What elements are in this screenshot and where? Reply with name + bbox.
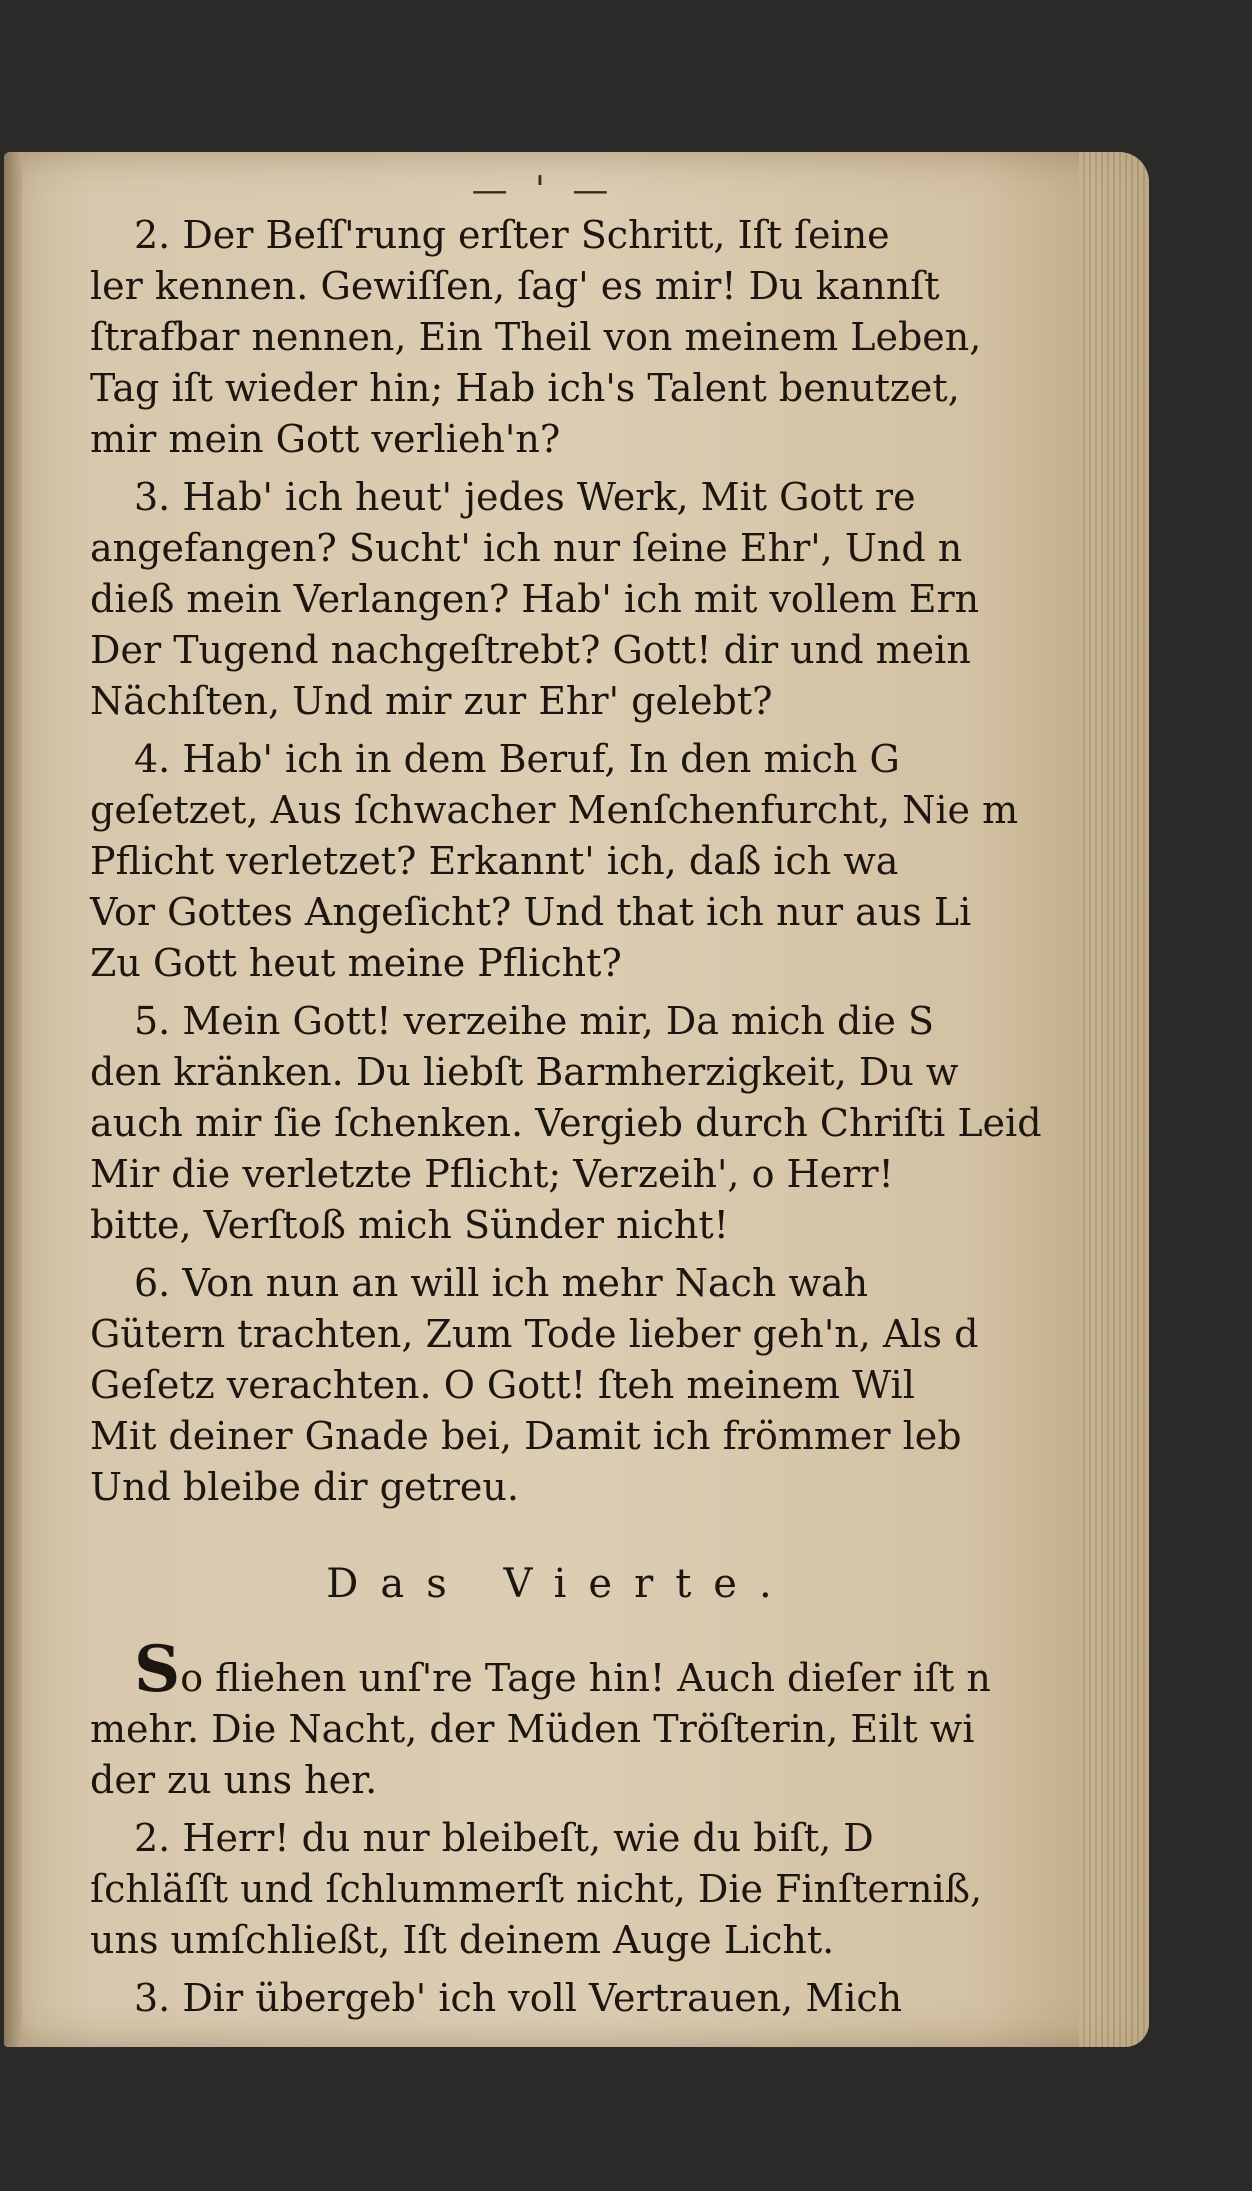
stanza-line: 3. Dir übergeb' ich voll Vertrauen, Mich [134,1976,903,2020]
book-page [4,152,1149,2047]
stanza [90,1973,1090,2024]
stanza-line: Pflicht verletzet? Erkannt' ich, daß ich wa [90,839,899,883]
stanza [90,1813,1090,1966]
line-text: o fliehen unſ're Tage hin! Auch dieſer iſt n [180,1656,991,1700]
page-text [90,210,1090,2031]
stanza-line: angefangen? Sucht' ich nur ſeine Ehr', Und n [90,526,963,570]
stanza-line: uns umſchließt, Iſt deinem Auge Licht. [90,1918,835,1962]
stanza-line: 4. Hab' ich in dem Beruf, In den mich G [134,737,900,781]
stanza-line: Nächſten, Und mir zur Ehr' gelebt? [90,679,773,723]
stanza-line: Tag iſt wieder hin; Hab ich's Talent benutzet, [90,366,960,410]
stanza [90,1258,1090,1513]
stanza-line: Gütern trachten, Zum Tode lieber geh'n, Als d [90,1312,979,1356]
stanza-line: 2. Herr! du nur bleibeſt, wie du biſt, D [134,1816,874,1860]
stanza-line: auch mir ſie ſchenken. Vergieb durch Chriſti Leid [90,1101,1042,1145]
hymn-stanzas-part-two [90,1813,1090,2024]
stanza-line: Der Tugend nachgeſtrebt? Gott! dir und mein [90,628,971,672]
stanza [90,1632,1090,1806]
stanza-line [90,1632,1090,1707]
stanza-line: Mit deiner Gnade bei, Damit ich frömmer leb [90,1414,962,1458]
section-title: Das Vierte. [326,1561,794,1607]
stanza [90,472,1090,727]
stanza [90,734,1090,989]
stanza-line: 6. Von nun an will ich mehr Nach wah [134,1261,869,1305]
stanza-line: bitte, Verſtoß mich Sünder nicht! [90,1203,729,1247]
stanza-line: ſtrafbar nennen, Ein Theil von meinem Leben, [90,315,982,359]
hymn-stanzas-part-one [90,210,1090,1513]
stanza-line: geſetzet, Aus ſchwacher Menſchenfurcht, Nie m [90,788,1019,832]
stanza-line: Zu Gott heut meine Pflicht? [90,941,622,985]
stanza-line: der zu uns her. [90,1758,378,1802]
page-header-mark: — ' — [471,170,617,211]
stanza [90,996,1090,1251]
page-gutter [4,152,22,2047]
drop-cap: S [134,1632,181,1707]
stanza-line: ſchläſſt und ſchlummerſt nicht, Die Finſterniß, [90,1867,983,1911]
stanza-line: 2. Der Beſſ'rung erſter Schritt, Iſt ſeine [134,213,890,257]
stanza-line: ler kennen. Gewiſſen, ſag' es mir! Du kannſt [90,264,940,308]
stanza-line: dieß mein Verlangen? Hab' ich mit vollem Ern [90,577,980,621]
stanza [90,210,1090,465]
stanza-line: mir mein Gott verlieh'n? [90,417,561,461]
stanza-line: 5. Mein Gott! verzeihe mir, Da mich die S [134,999,935,1043]
stanza-line: Geſetz verachten. O Gott! ſteh meinem Wil [90,1363,915,1407]
stanza-line: den kränken. Du liebſt Barmherzigkeit, Du w [90,1050,959,1094]
stanza-line: mehr. Die Nacht, der Müden Tröſterin, Eilt wi [90,1707,975,1751]
stanza-line: Vor Gottes Angeſicht? Und that ich nur aus Li [90,890,972,934]
stanza-line: Mir die verletzte Pflicht; Verzeih', o Herr! [90,1152,894,1196]
stanza-line: 3. Hab' ich heut' jedes Werk, Mit Gott re [134,475,916,519]
stanza-line: Und bleibe dir getreu. [90,1465,519,1509]
